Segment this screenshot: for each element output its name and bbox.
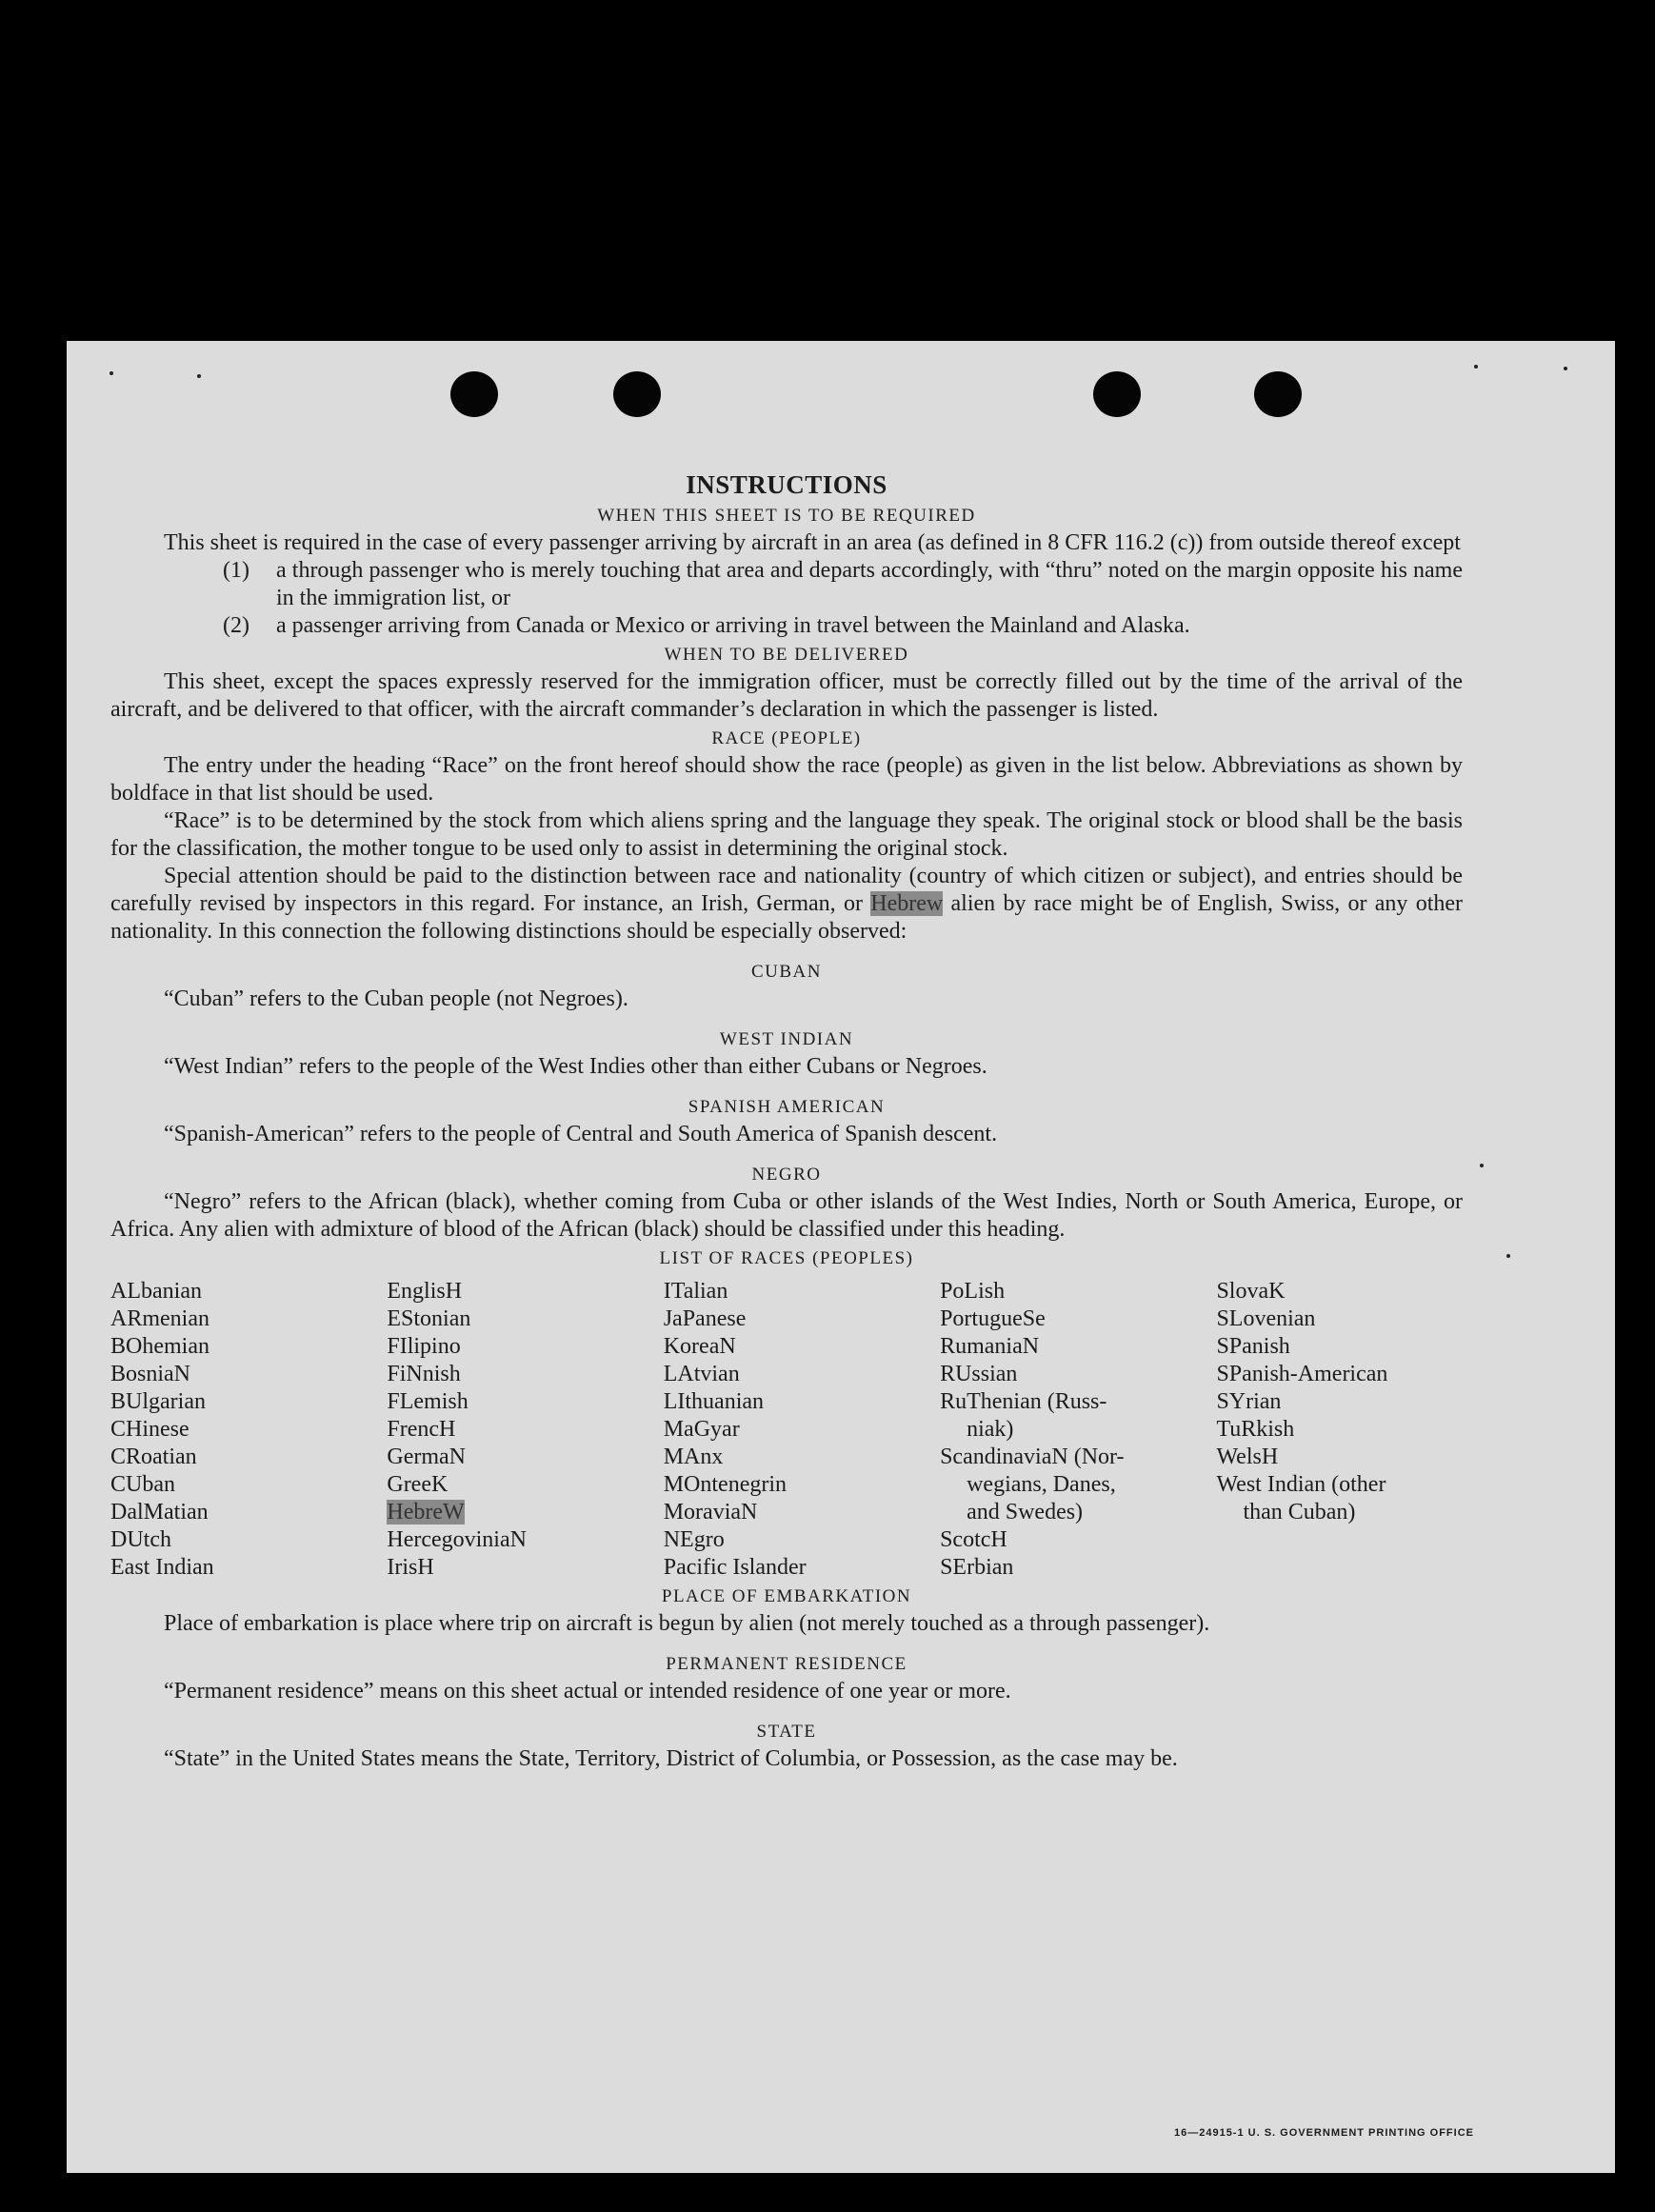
race-entry: MoraviaN (663, 1500, 758, 1524)
race-entry: EnglisH (387, 1279, 463, 1304)
punch-hole (1093, 371, 1141, 417)
paragraph: “West Indian” refers to the people of the West Indies other than either Cubans or Negroes. (164, 1054, 987, 1079)
race-entry: FiNnish (387, 1362, 461, 1386)
race-entry: SLovenian (1216, 1306, 1316, 1331)
race-entry: SErbian (940, 1555, 1014, 1580)
paragraph: “State” in the United States means the State, Territory, District of Columbia, or Possession, as the case may be. (164, 1746, 1178, 1771)
heading-west-indian: WEST INDIAN (719, 1029, 854, 1049)
race-entry: CRoatian (110, 1445, 197, 1469)
race-entry: ARmenian (110, 1306, 209, 1331)
item-number: (1) (223, 558, 249, 583)
race-entry: FLemish (387, 1389, 469, 1414)
race-entry: RUssian (940, 1362, 1018, 1386)
race-entry: RuThenian (Russ- (940, 1389, 1107, 1414)
heading-race: RACE (PEOPLE) (711, 728, 862, 748)
races-column (387, 1278, 663, 1582)
race-entry: HercegoviniaN (387, 1527, 527, 1552)
race-entry: East Indian (110, 1555, 214, 1580)
marked-word: Hebrew (870, 891, 944, 916)
race-entry: ScotcH (940, 1527, 1007, 1552)
race-entry: West Indian (other (1216, 1472, 1386, 1497)
race-entry: RumaniaN (940, 1334, 1040, 1359)
instructions-content (110, 468, 1463, 1773)
speck (110, 371, 113, 375)
race-entry: and Swedes) (967, 1500, 1084, 1524)
page-title: INSTRUCTIONS (686, 470, 887, 499)
race-entry: Pacific Islander (663, 1555, 807, 1580)
race-entry: CHinese (110, 1417, 189, 1442)
race-entry: LAtvian (663, 1362, 740, 1386)
heading-list-of-races: LIST OF RACES (PEOPLES) (659, 1248, 914, 1268)
paragraph (110, 863, 1463, 946)
race-entry: PortugueSe (940, 1306, 1046, 1331)
paragraph-text: alien by race might be of English, Swiss, or any other nationality. In this connection the following distinctions should be especially observed: (110, 891, 1464, 944)
paragraph: “Negro” refers to the African (black), whether coming from Cuba or other islands of the West Indies, North or South America, Europe, or Africa. Any alien with admixture of blood of the African (black) should be classified under this heading. (110, 1189, 1463, 1242)
race-entry: SlovaK (1216, 1279, 1286, 1304)
races-column (110, 1278, 387, 1582)
race-entry: BUlgarian (110, 1389, 206, 1414)
paragraph: “Race” is to be determined by the stock from which aliens spring and the language they speak. The original stock or blood shall be the basis for the classification, the mother tongue to be used only to assist in determining the original stock. (110, 808, 1463, 861)
heading-when-required: WHEN THIS SHEET IS TO BE REQUIRED (597, 506, 976, 526)
speck (1480, 1164, 1484, 1167)
race-entry: ITalian (663, 1279, 728, 1304)
paragraph-text: Special attention should be paid to the distinction between race and nationality (country of which citizen or subject), and entries should be carefully revised by inspectors in this regard. For instance, an Irish, German, or (110, 864, 1463, 916)
race-entry: SPanish-American (1216, 1362, 1388, 1386)
race-entry: wegians, Danes, (967, 1472, 1116, 1497)
punch-hole (613, 371, 661, 417)
heading-spanish-american: SPANISH AMERICAN (688, 1097, 886, 1117)
races-column (940, 1278, 1216, 1582)
speck (1506, 1254, 1510, 1258)
item-text: a passenger arriving from Canada or Mexico or arriving in travel between the Mainland and Alaska. (276, 613, 1190, 638)
race-entry: FIlipino (387, 1334, 461, 1359)
race-entry: MAnx (663, 1445, 724, 1469)
races-column (664, 1278, 940, 1582)
heading-when-delivered: WHEN TO BE DELIVERED (664, 645, 909, 665)
speck (1474, 365, 1478, 369)
marked-word: HebreW (387, 1500, 465, 1524)
race-entry: GreeK (387, 1472, 449, 1497)
race-entry: BosniaN (110, 1362, 190, 1386)
race-entry: than Cuban) (1243, 1500, 1356, 1524)
heading-cuban: CUBAN (750, 962, 822, 982)
race-entry: EStonian (387, 1306, 471, 1331)
race-entry: MOntenegrin (663, 1472, 788, 1497)
paragraph: The entry under the heading “Race” on the front hereof should show the race (people) as given in the list below. Abbreviations as shown by boldface in that list should be used. (110, 753, 1463, 806)
race-entry: SPanish (1216, 1334, 1290, 1359)
speck (1564, 367, 1567, 370)
race-entry: KoreaN (663, 1334, 736, 1359)
list-item (110, 612, 1463, 640)
race-entry: ALbanian (110, 1279, 202, 1304)
race-entry: NEgro (663, 1527, 725, 1552)
heading-state: STATE (756, 1722, 817, 1742)
paragraph: This sheet, except the spaces expressly reserved for the immigration officer, must be correctly filled out by the time of the arrival of the aircraft, and be delivered to that officer, with the aircraft commander’s declaration in which the passenger is listed. (110, 669, 1463, 722)
speck (197, 374, 201, 378)
race-entry: DalMatian (110, 1500, 209, 1524)
item-text: a through passenger who is merely touching that area and departs accordingly, with “thru” noted on the margin opposite his name in the immigration list, or (276, 558, 1463, 610)
list-item (110, 557, 1463, 612)
race-entry: CUban (110, 1472, 175, 1497)
paragraph: This sheet is required in the case of every passenger arriving by aircraft in an area (as defined in 8 CFR 116.2 (c)) from outside thereof except (164, 530, 1461, 555)
punch-hole (1254, 371, 1302, 417)
race-entry: WelsH (1216, 1445, 1279, 1469)
race-entry: MaGyar (663, 1417, 740, 1442)
race-entry: niak) (967, 1417, 1014, 1442)
paragraph: “Permanent residence” means on this sheet actual or intended residence of one year or more. (164, 1679, 1011, 1704)
races-column (1216, 1278, 1463, 1582)
race-entry: GermaN (387, 1445, 466, 1469)
punch-hole (450, 371, 498, 417)
races-list (110, 1278, 1463, 1582)
race-entry: SYrian (1216, 1389, 1282, 1414)
race-entry: TuRkish (1216, 1417, 1295, 1442)
paragraph: “Cuban” refers to the Cuban people (not Negroes). (164, 986, 628, 1011)
paragraph: Place of embarkation is place where trip on aircraft is begun by alien (not merely touched as a through passenger). (164, 1611, 1210, 1636)
printer-code: 16—24915-1 U. S. GOVERNMENT PRINTING OFFICE (1173, 2127, 1474, 2139)
document-sheet (67, 341, 1615, 2173)
race-entry: BOhemian (110, 1334, 209, 1359)
heading-permanent-residence: PERMANENT RESIDENCE (666, 1654, 907, 1674)
race-entry: DUtch (110, 1527, 171, 1552)
race-entry: JaPanese (663, 1306, 747, 1331)
race-entry (387, 1499, 663, 1526)
heading-embarkation: PLACE OF EMBARKATION (661, 1586, 912, 1606)
race-entry: ScandinaviaN (Nor- (940, 1445, 1125, 1469)
paragraph: “Spanish-American” refers to the people of Central and South America of Spanish descent. (164, 1122, 998, 1146)
item-number: (2) (223, 613, 249, 638)
race-entry: IrisH (387, 1555, 434, 1580)
race-entry: LIthuanian (663, 1389, 765, 1414)
race-entry: FrencH (387, 1417, 456, 1442)
heading-negro: NEGRO (751, 1165, 822, 1185)
race-entry: PoLish (940, 1279, 1006, 1304)
